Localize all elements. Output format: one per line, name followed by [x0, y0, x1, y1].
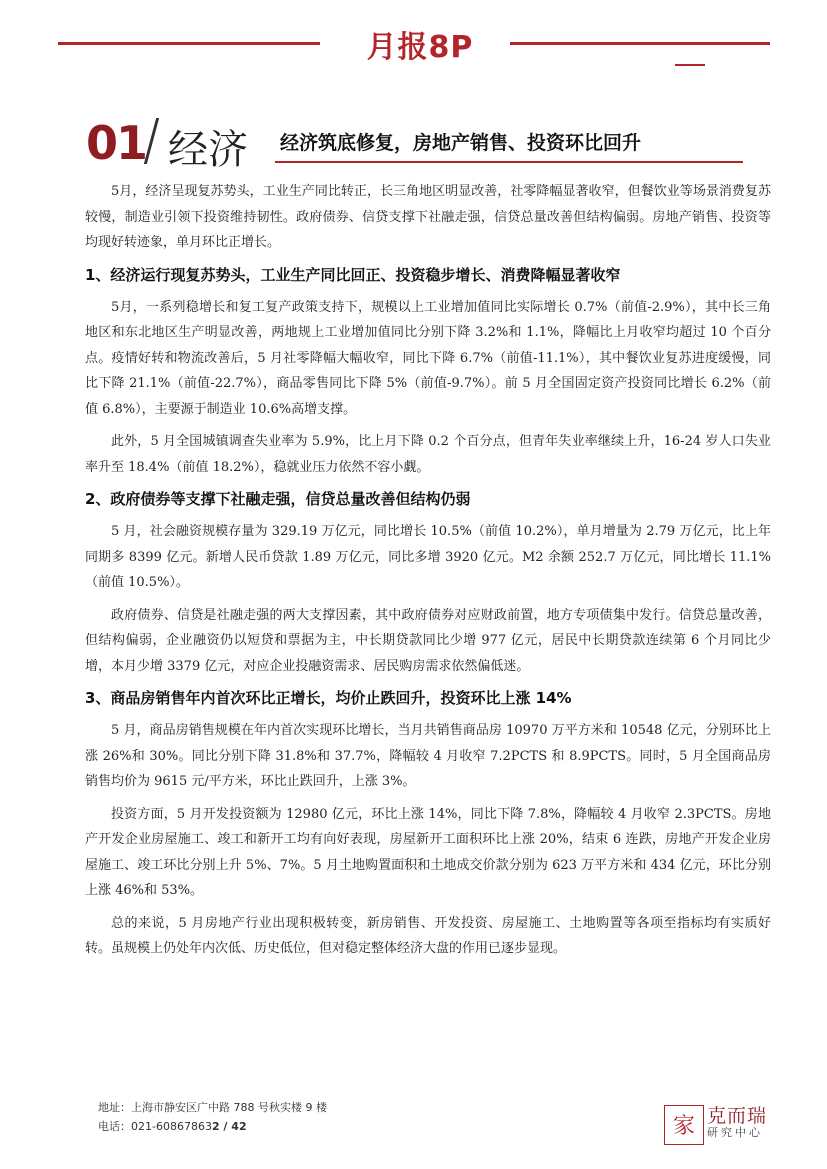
paragraph: 5 月，商品房销售规模在年内首次实现环比增长，当月共销售商品房 10970 万平方米和 10548 亿元，分别环比上涨 26%和 30%。同比分别下降 31.8%和 37.7%，降幅较 4 月收窄 7.2PCTS 和 8.9PCTS。同时，5 月全国商品房销售均价为 9615 元/平方米，环比止跌回升，上涨 3%。: [85, 723, 771, 789]
logo-icon: [664, 1105, 704, 1145]
report-title: 月报8P: [366, 30, 474, 65]
logo-subtitle: 研究中心: [707, 1126, 763, 1139]
header-rule-left: [58, 42, 320, 45]
footer: [98, 1098, 327, 1136]
footer-contact: [98, 1117, 327, 1136]
logo: [707, 1106, 777, 1140]
page-number: 2 / 42: [211, 1120, 247, 1133]
logo-mark: 家: [672, 1114, 696, 1139]
heading-1: 1、经济运行现复苏势头，工业生产同比回正、投资稳步增长、消费降幅显著收窄: [85, 265, 621, 284]
section-name: 经济: [168, 127, 248, 173]
section-subtitle: 经济筑底修复，房地产销售、投资环比回升: [280, 132, 642, 154]
paragraph: 5 月，社会融资规模存量为 329.19 万亿元，同比增长 10.5%（前值 10.2%），单月增量为 2.79 万亿元，比上年同期多 8399 亿元。新增人民币贷款 1.89 万亿元，同比多增 3920 亿元。M2 余额 252.7 万亿元，同比增长 11.1%（前值 10.5%）。: [85, 524, 771, 590]
heading-3: 3、商品房销售年内首次环比正增长，均价止跌回升，投资环比上涨 14%: [85, 689, 572, 707]
section-divider: [144, 118, 159, 164]
article-body: [85, 173, 771, 969]
logo-name: 克而瑞: [707, 1105, 768, 1127]
header-rule-right: [510, 42, 770, 45]
paragraph: 此外，5 月全国城镇调查失业率为 5.9%，比上月下降 0.2 个百分点，但青年失业率继续上升，16-24 岁人口失业率升至 18.4%（前值 18.2%），稳就业压力依然不容小觑。: [85, 434, 771, 475]
intro-paragraph: 5月，经济呈现复苏势头，工业生产同比转正，长三角地区明显改善，社零降幅显著收窄，但餐饮业等场景消费复苏较慢，制造业引领下投资维持韧性。政府债券、信贷支撑下社融走强，信贷总量改善但结构偏弱。房地产销售、投资等均现好转迹象，单月环比正增长。: [85, 184, 771, 250]
paragraph: 总的来说，5 月房地产行业出现积极转变，新房销售、开发投资、房屋施工、土地购置等各项至指标均有实质好转。虽规模上仍处年内次低、历史低位，但对稳定整体经济大盘的作用已逐步显现。: [85, 915, 771, 956]
section-number: 01: [86, 116, 147, 170]
footer-address: 地址：上海市静安区广中路 788 号秋实楼 9 楼: [98, 1101, 327, 1114]
footer-phone: 电话：021-60867863: [98, 1120, 212, 1133]
paragraph: 5月，一系列稳增长和复工复产政策支持下，规模以上工业增加值同比实际增长 0.7%（前值-2.9%），其中长三角地区和东北地区生产明显改善，两地规上工业增加值同比分别下降 3.2%和 1.1%，降幅比上月收窄均超过 10 个百分点。疫情好转和物流改善后，5 月社零降幅大幅收窄，同比下降 6.7%（前值-11.1%），其中餐饮业复苏进度缓慢，同比下降 21.1%（前值-22.7%），商品零售同比下降 5%（前值-9.7%）。前 5 月全国固定资产投资同比增长 6.2%（前值 6.8%），主要源于制造业 10.6%高增支撑。: [85, 299, 771, 417]
logo-seal-icon: [665, 1106, 703, 1144]
paragraph: 投资方面，5 月开发投资额为 12980 亿元，环比上涨 14%，同比下降 7.8%，降幅较 4 月收窄 2.3PCTS。房地产开发企业房屋施工、竣工和新开工均有向好表现，房屋新开工面积环比上涨 20%，结束 6 连跌，房地产开发企业房屋施工、竣工环比分别上升 5%、7%。5 月土地购置面积和土地成交价款分别为 623 万平方米和 434 亿元，环比分别上涨 46%和 53%。: [85, 806, 771, 898]
header-accent-mark: [675, 64, 705, 66]
heading-2: 2、政府债券等支撑下社融走强，信贷总量改善但结构仍弱: [85, 490, 471, 508]
paragraph: 政府债券、信贷是社融走强的两大支撑因素，其中政府债券对应财政前置，地方专项债集中发行。信贷总量改善，但结构偏弱，企业融资仍以短贷和票据为主，中长期贷款同比少增 977 亿元，居民中长期贷款连续第 6 个月同比少增，本月少增 3379 亿元，对应企业投融资需求、居民购房需求依然偏低迷。: [85, 607, 771, 674]
section-underline: [275, 161, 743, 163]
